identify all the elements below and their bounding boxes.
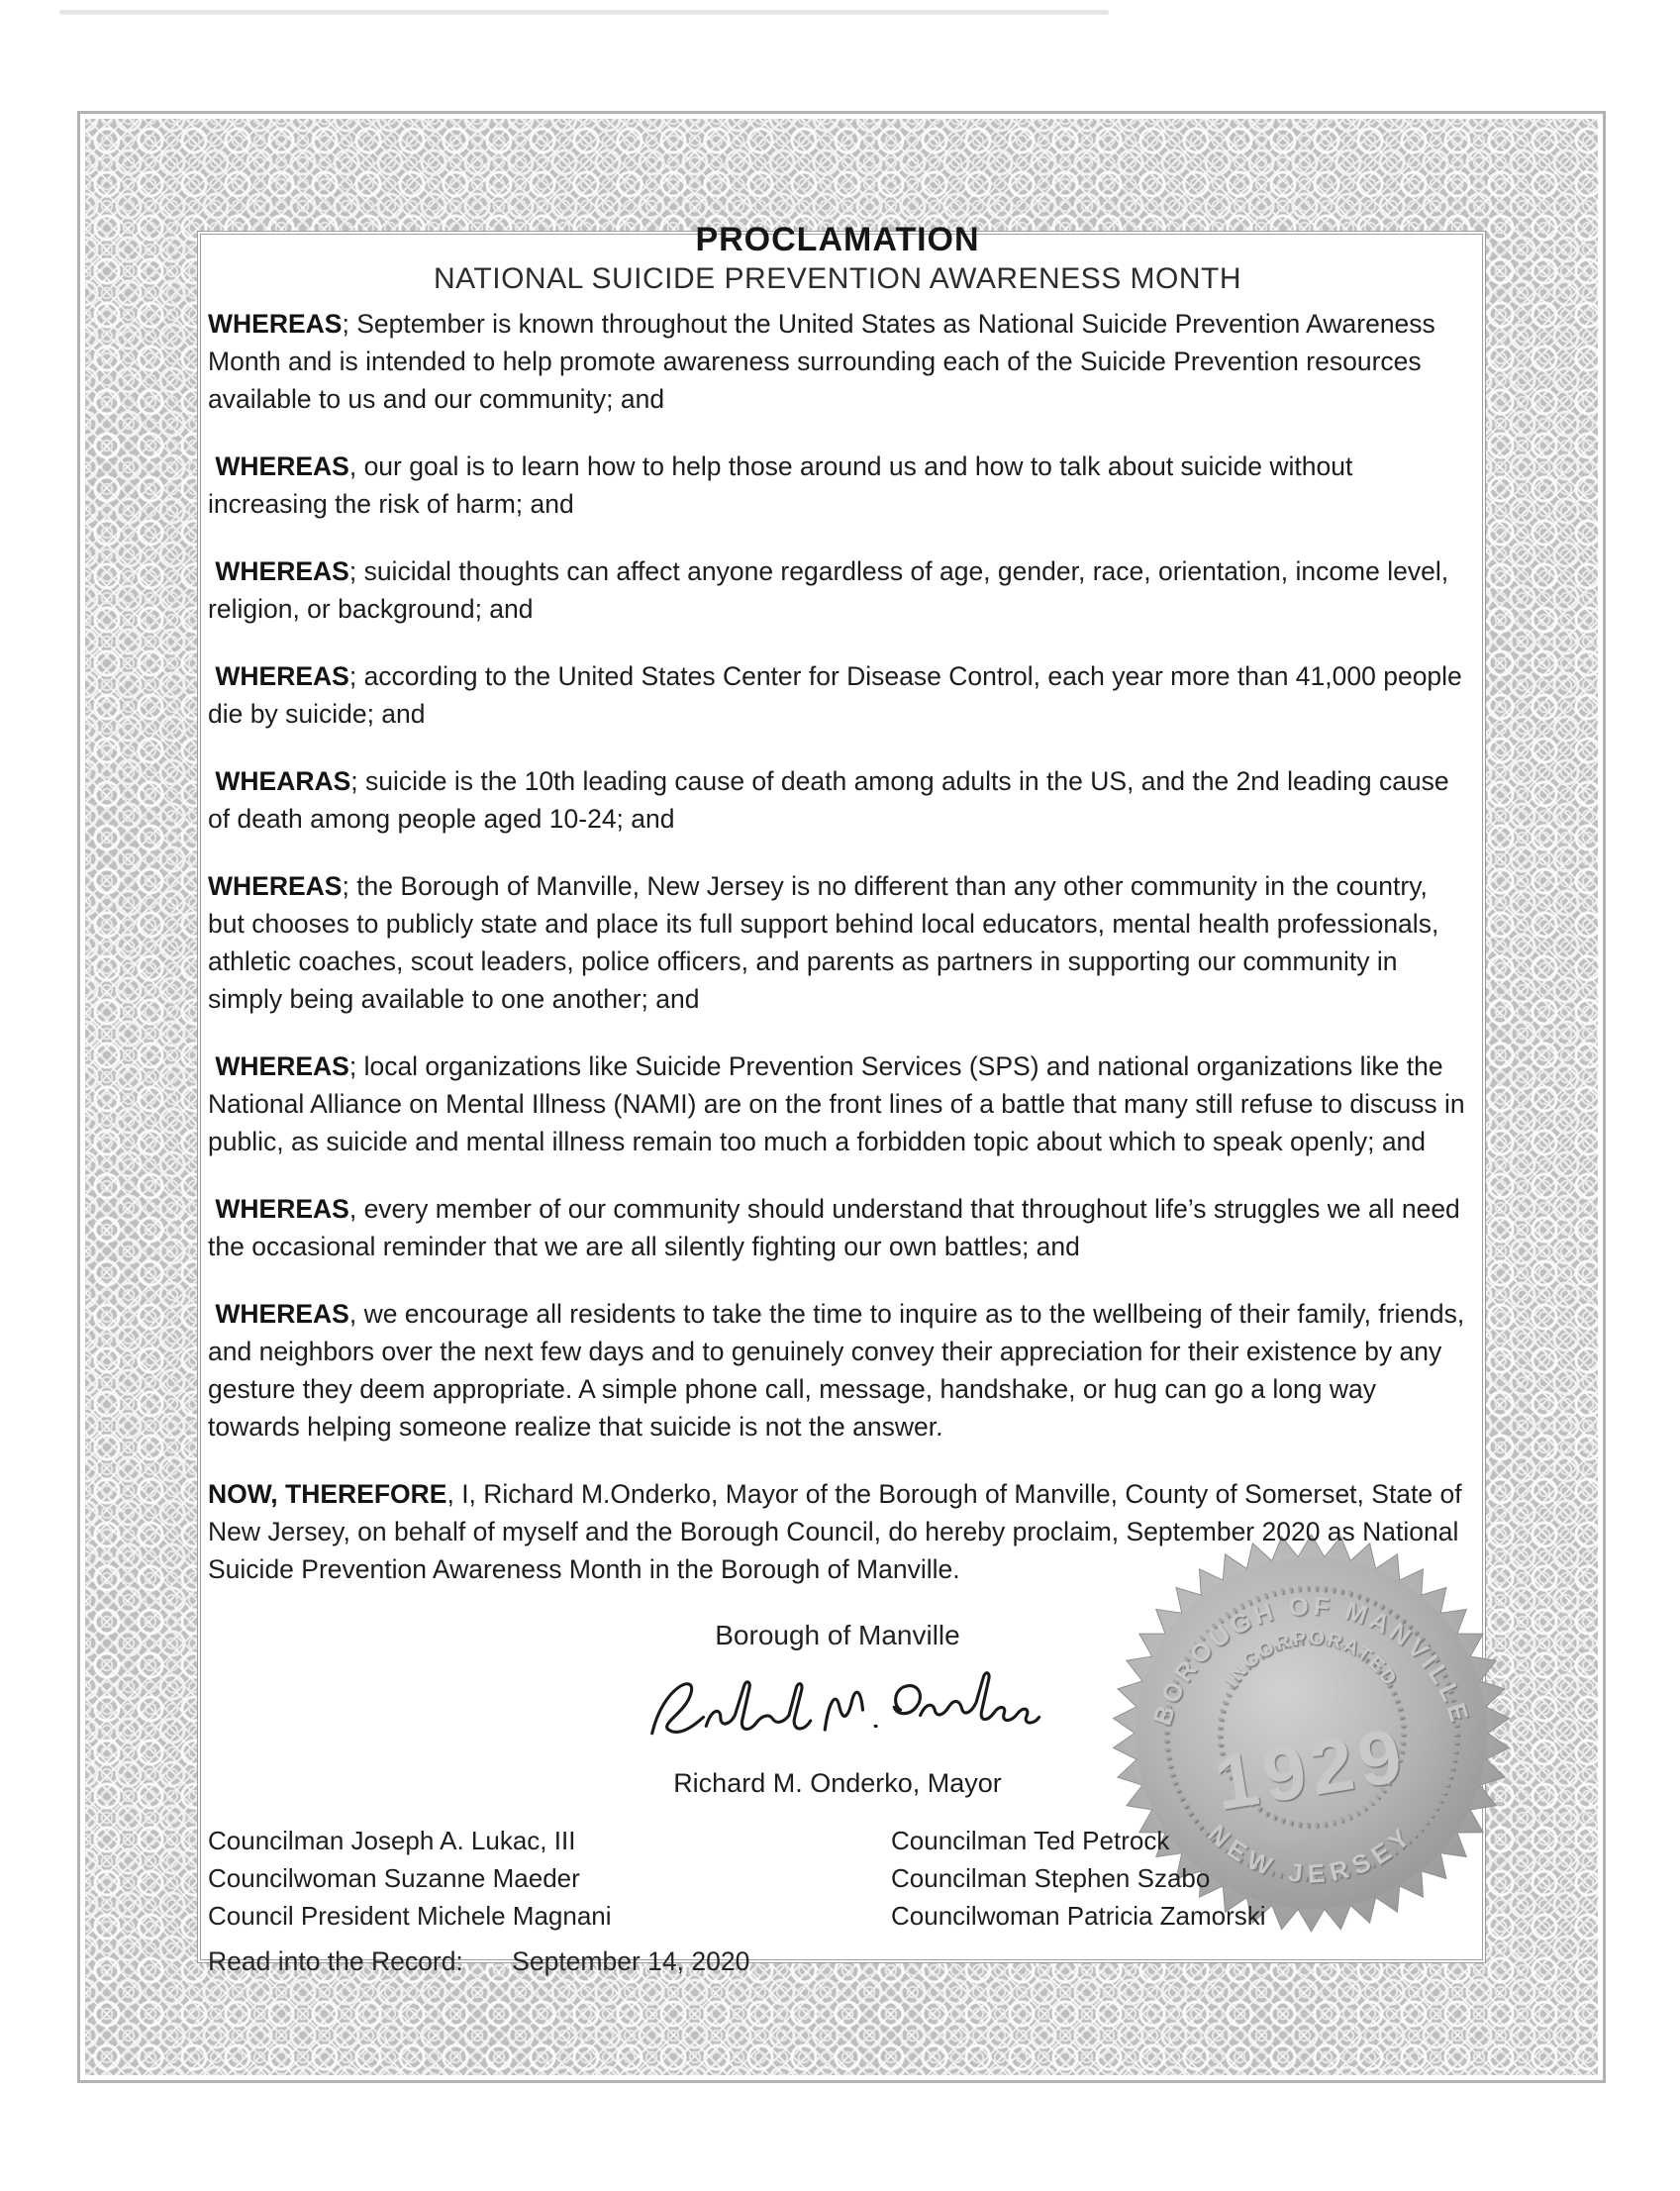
whereas-separator: ; [342, 309, 357, 339]
scan-artifact [59, 10, 1109, 15]
whereas-text: suicide is the 10th leading cause of death among adults in the US, and the 2nd leading cause of death among people aged 10-24; and [208, 766, 1449, 834]
record-line [208, 1942, 749, 1980]
whereas-text: local organizations like Suicide Prevention Services (SPS) and national organizations like the National Alliance on Mental Illness (NAMI) are on the front lines of a battle that many still refuse to discuss in public, as suicide and mental illness remain too much a forbidden topic about which to speak openly; and [208, 1051, 1465, 1156]
whereas-lead: WHEREAS [208, 871, 343, 901]
whereas-paragraph-1 [208, 305, 1467, 418]
council-member: Councilwoman Suzanne Maeder [208, 1863, 580, 1893]
whereas-lead: WHEREAS [208, 309, 343, 339]
whereas-lead: WHEREAS [208, 556, 349, 586]
proclamation-document [208, 220, 1467, 1935]
whereas-separator: ; [348, 661, 364, 691]
whereas-separator: ; [342, 871, 357, 901]
council-member: Councilman Joseph A. Lukac, III [208, 1826, 576, 1855]
whereas-text: suicidal thoughts can affect anyone regardless of age, gender, race, orientation, income level, religion, or background; and [208, 556, 1449, 624]
whereas-lead: WHEREAS [208, 451, 349, 481]
council-signatories [208, 1822, 1467, 1935]
closing-organization: Borough of Manville [715, 1620, 960, 1650]
council-member: Councilman Ted Petrock [891, 1826, 1170, 1855]
now-therefore-paragraph [208, 1475, 1467, 1588]
whereas-paragraph-6 [208, 867, 1467, 1018]
page-title: PROCLAMATION [695, 221, 980, 258]
seal-top-text: BOROUGH OF MANVILLE [1146, 1590, 1476, 1729]
now-therefore-text: I, Richard M.Onderko, Mayor of the Borough of Manville, County of Somerset, State of New Jersey, on behalf of myself and the Borough Council, do hereby proclaim, September 2020 as National Suicide Prevention Awareness Month in the Borough of Manville. [208, 1479, 1462, 1584]
whereas-text: September is known throughout the United States as National Suicide Prevention Awareness Month and is intended to help promote awareness surrounding each of the Suicide Prevention resources available to us and our community; and [208, 309, 1435, 414]
whereas-text: according to the United States Center for Disease Control, each year more than 41,000 people die by suicide; and [208, 661, 1462, 729]
mayor-signature [610, 1661, 1065, 1760]
whereas-lead: WHEREAS [208, 661, 349, 691]
whereas-lead: WHEREAS [208, 1299, 349, 1329]
record-date: September 14, 2020 [512, 1946, 750, 1976]
now-therefore-separator: , [446, 1479, 462, 1509]
seal-bottom-text: NEW JERSEY [1202, 1818, 1421, 1889]
whereas-paragraph-9 [208, 1295, 1467, 1445]
whereas-text: the Borough of Manville, New Jersey is no different than any other community in the country, but chooses to publicly state and place its full support behind local educators, mental health professionals, athletic coaches, scout leaders, police officers, and parents as partners in supporting our community in simply being available to one another; and [208, 871, 1439, 1014]
whereas-separator: , [348, 451, 364, 481]
record-label: Read into the Record: [208, 1946, 463, 1976]
council-member: Councilwoman Patricia Zamorski [891, 1901, 1266, 1931]
whereas-paragraph-8 [208, 1190, 1467, 1265]
seal-incorporated-text: INCORPORATED [1221, 1627, 1402, 1691]
council-column-right [891, 1822, 1266, 1935]
seal-year-text: 1929 [1209, 1712, 1414, 1827]
whereas-paragraph-5 [208, 762, 1467, 838]
whereas-lead: WHEREAS [208, 1194, 349, 1224]
whereas-paragraph-2 [208, 448, 1467, 523]
whereas-lead: WHEREAS [208, 1051, 349, 1081]
whereas-text: every member of our community should understand that throughout life’s struggles we all need the occasional reminder that we are all silently fighting our own battles; and [208, 1194, 1460, 1261]
council-member: Council President Michele Magnani [208, 1901, 612, 1931]
whereas-text: our goal is to learn how to help those around us and how to talk about suicide without increasing the risk of harm; and [208, 451, 1353, 519]
whereas-separator: ; [348, 556, 364, 586]
now-therefore-lead: NOW, THEREFORE [208, 1479, 447, 1509]
mayor-name-line: Richard M. Onderko, Mayor [673, 1768, 1002, 1798]
council-column-left [208, 1822, 891, 1935]
whereas-paragraph-4 [208, 657, 1467, 733]
whereas-separator: ; [348, 1051, 364, 1081]
whereas-lead: WHEARAS [208, 766, 351, 796]
whereas-separator: , [348, 1194, 364, 1224]
whereas-paragraph-7 [208, 1047, 1467, 1160]
whereas-separator: ; [350, 766, 366, 796]
page-subtitle: NATIONAL SUICIDE PREVENTION AWARENESS MONTH [433, 262, 1242, 295]
whereas-separator: , [348, 1299, 364, 1329]
council-member: Councilman Stephen Szabo [891, 1863, 1211, 1893]
whereas-paragraph-3 [208, 552, 1467, 628]
whereas-text: we encourage all residents to take the time to inquire as to the wellbeing of their family, friends, and neighbors over the next few days and to genuinely convey their appreciation for their existence by any gesture they deem appropriate. A simple phone call, message, handshake, or hug can go a long way towards helping someone realize that suicide is not the answer. [208, 1299, 1465, 1442]
signature-strokes [652, 1673, 1039, 1734]
